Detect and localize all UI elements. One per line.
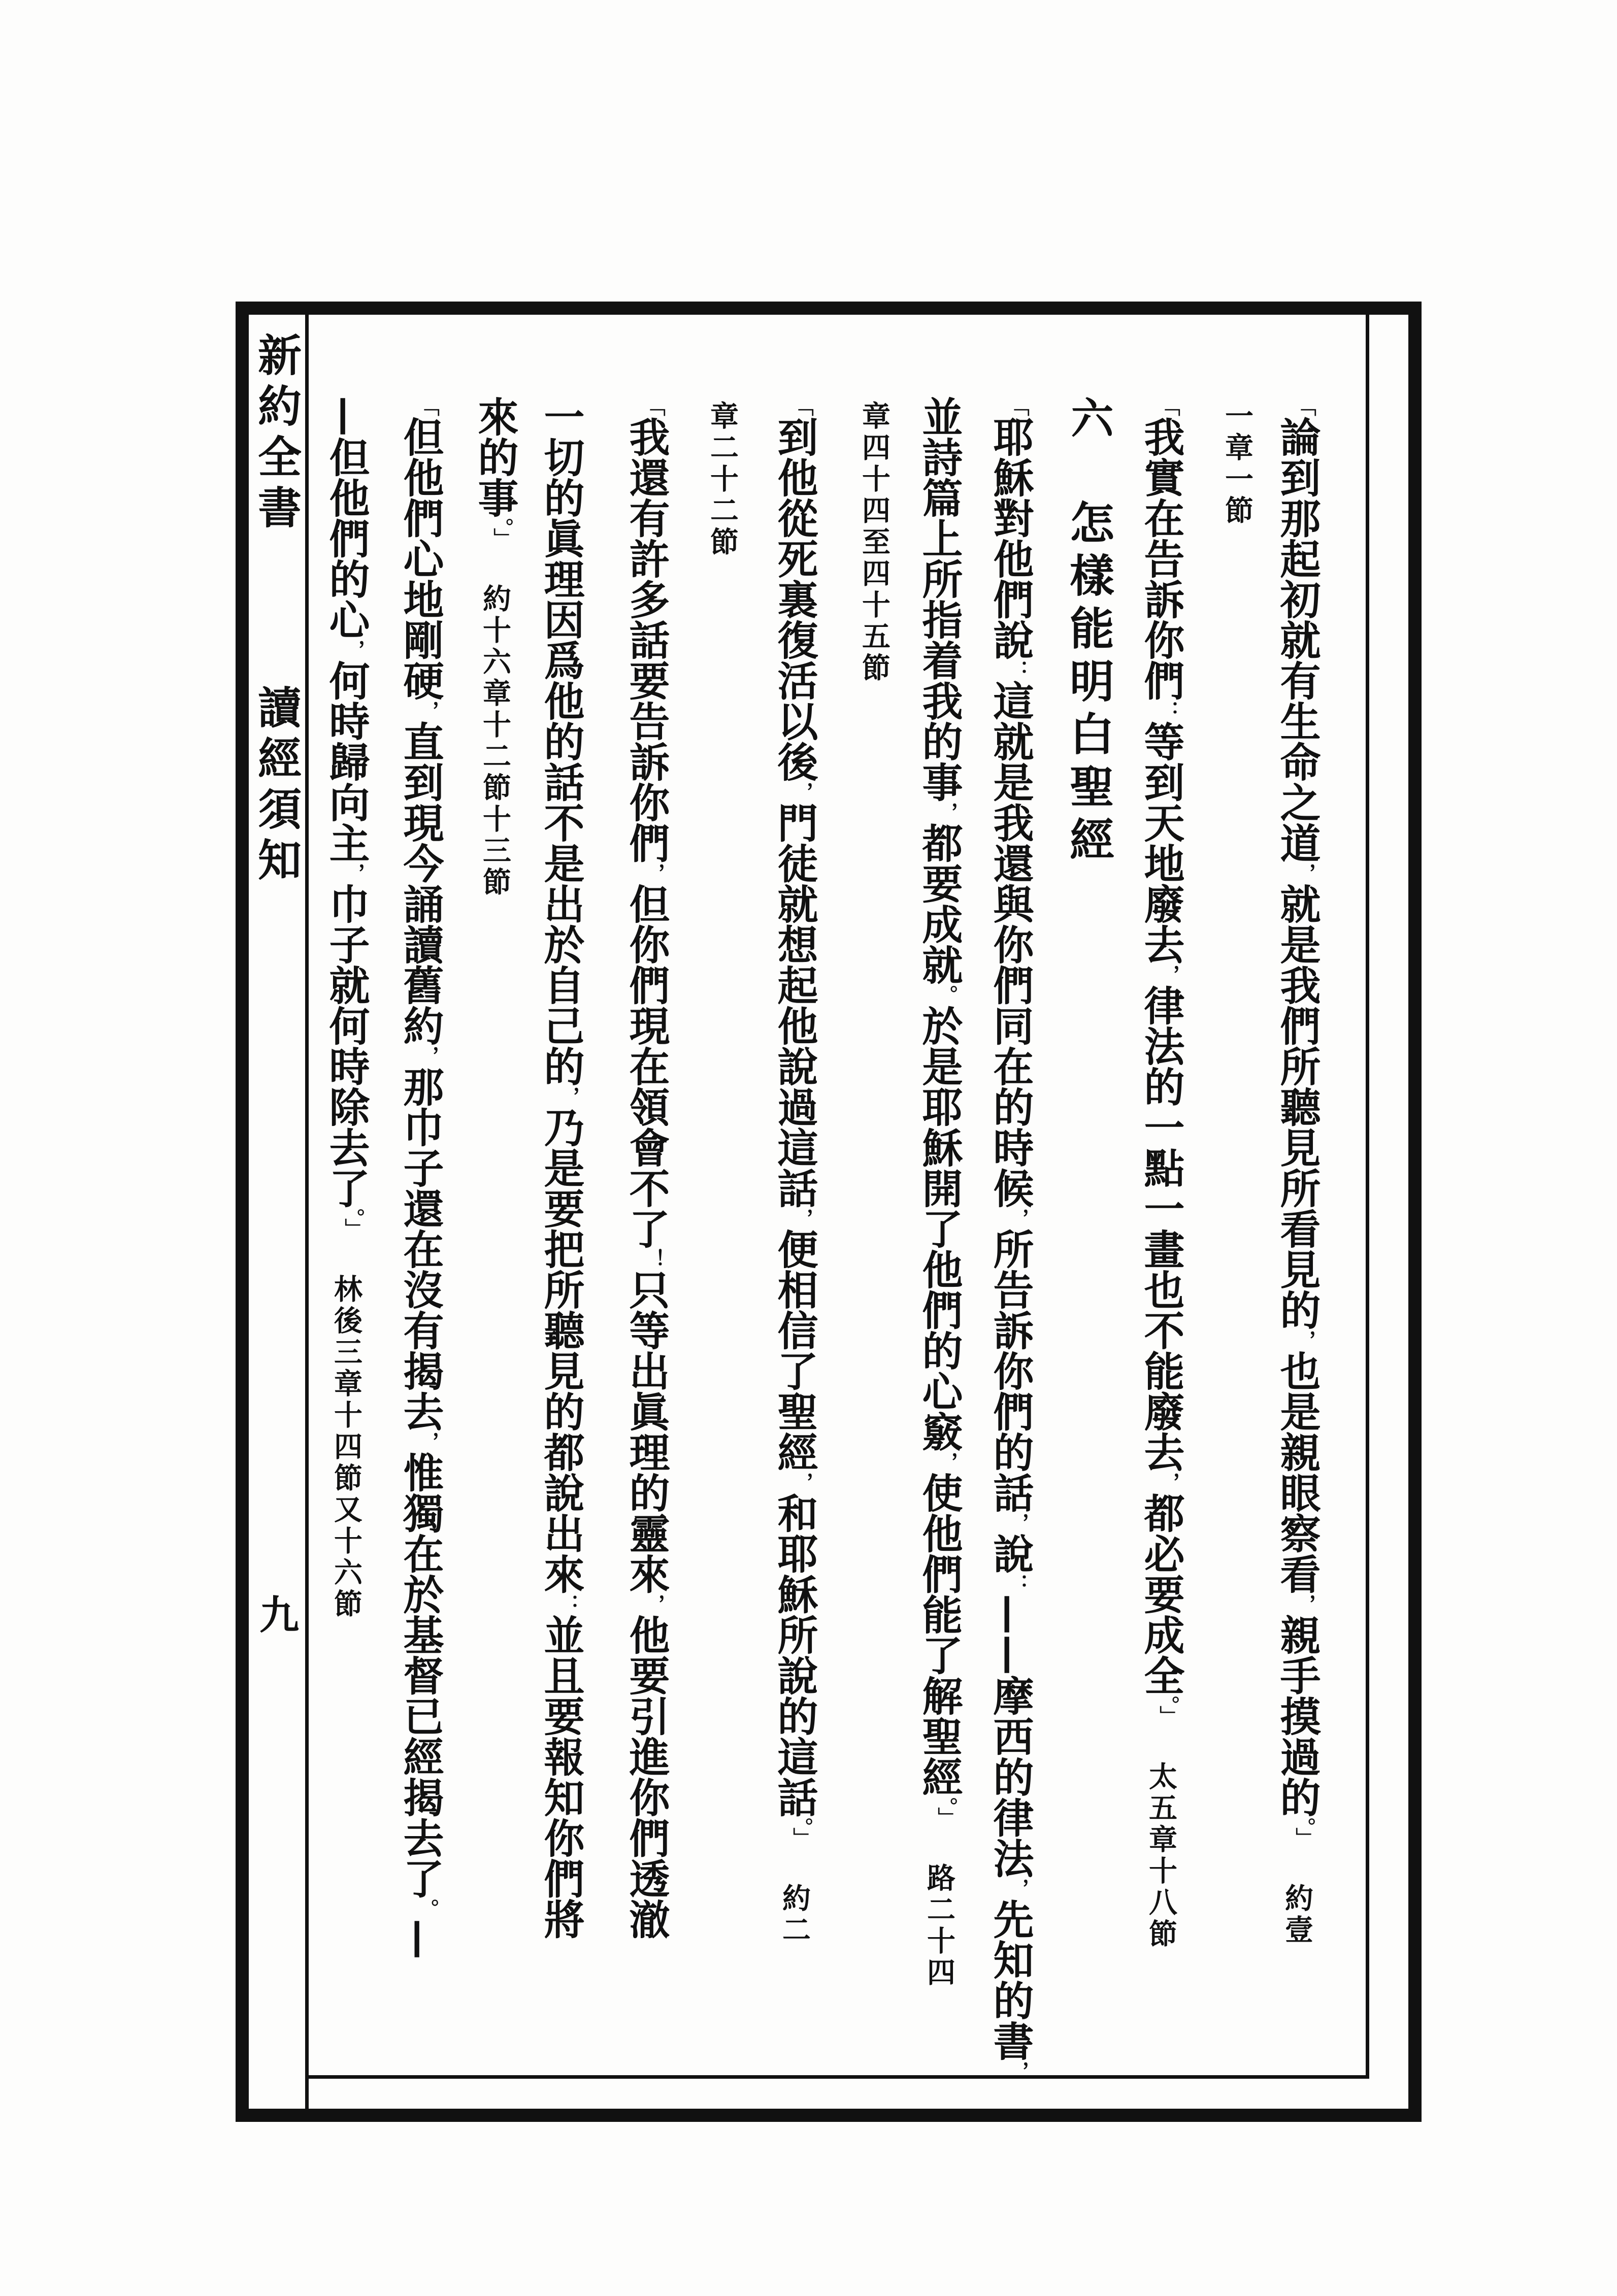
column-text: —但他們的心，何時歸向主，巾子就何時除去了。」: [322, 396, 370, 1239]
verse-citation: 太五章十八節: [1144, 1761, 1178, 1950]
quote-column-luke-part2: [906, 396, 972, 1989]
inner-rule-bottom: [305, 2075, 1369, 2079]
section-heading-column: [1056, 396, 1122, 869]
inner-rule-right: [1366, 314, 1369, 2078]
column-text: 「耶穌對他們說：這就是我還與你們同在的時候，所告訴你們的話，說：——摩西的律法，先知的書，: [986, 396, 1034, 2081]
verse-citation: 林後三章十四節又十六節: [329, 1274, 363, 1620]
column-text: 一切的眞理因爲他的話不是出於自己的，乃是要把所聽見的都說出來：並且要報知你們將: [537, 396, 585, 1939]
quote-column-matthew: [1128, 396, 1194, 1950]
column-text: 「到他從死裏復活以後，門徒就想起他說過這話，便相信了聖經，和耶穌所說的這話。」: [771, 396, 818, 1848]
quote-column-2cor-part2: [313, 396, 379, 1620]
citation-column-1john-ref: [1204, 401, 1270, 527]
quote-column-john16-part1: [613, 396, 679, 1939]
verse-citation: 路二十四: [922, 1863, 956, 1989]
page-number: 九: [253, 1594, 299, 1634]
column-text: 「我還有許多話要告訴你們，但你們現在領會不了！只等出眞理的靈來，他要引進你們透澈: [622, 396, 670, 1939]
column-text: 並詩篇上所指着我的事，都要成就。於是耶穌開了他們的心竅，使他們能了解聖經。」: [915, 396, 963, 1827]
section-number: 六: [1064, 396, 1114, 439]
quote-column-john16-part3: [462, 396, 528, 899]
verse-citation: 一章一節: [1220, 401, 1254, 527]
column-text: 「論到那起初就有生命之道，就是我們所聽見所看見的，也是親眼察看，親手摸過的。」: [1273, 396, 1321, 1848]
verse-citation: 約二: [778, 1883, 811, 1946]
quote-column-john16-part2: [528, 396, 594, 1939]
column-text: 來的事。」: [471, 396, 519, 548]
booklet-title: 讀經須知: [250, 684, 302, 888]
inner-rule-left: [305, 314, 309, 2109]
verse-citation: 約十六章十二節十三節: [478, 584, 512, 899]
margin-title-column: [247, 332, 305, 888]
column-text: 「但他們心地剛硬，直到現今誦讀舊約，那巾子還在沒有揭去，惟獨在於基督已經揭去了。—: [397, 396, 444, 1959]
book-title: 新約全書: [250, 332, 302, 536]
section-title: 怎樣能明白聖經: [1063, 500, 1115, 869]
verse-citation: 章四十四至四十五節: [857, 401, 891, 684]
quote-column-1john: [1264, 396, 1330, 1946]
quote-column-john2: [762, 396, 828, 1946]
verse-citation: 章二十二節: [706, 401, 739, 558]
verse-citation: 約壹: [1280, 1883, 1314, 1946]
citation-column-john2-ref: [689, 401, 755, 558]
quote-column-2cor-part1: [387, 396, 453, 1959]
column-text: 「我實在告訴你們：等到天地廢去，律法的一點一畫也不能廢去，都必要成全。」: [1137, 396, 1185, 1726]
citation-column-luke-ref: [841, 401, 907, 684]
quote-column-luke-part1: [977, 396, 1043, 2081]
